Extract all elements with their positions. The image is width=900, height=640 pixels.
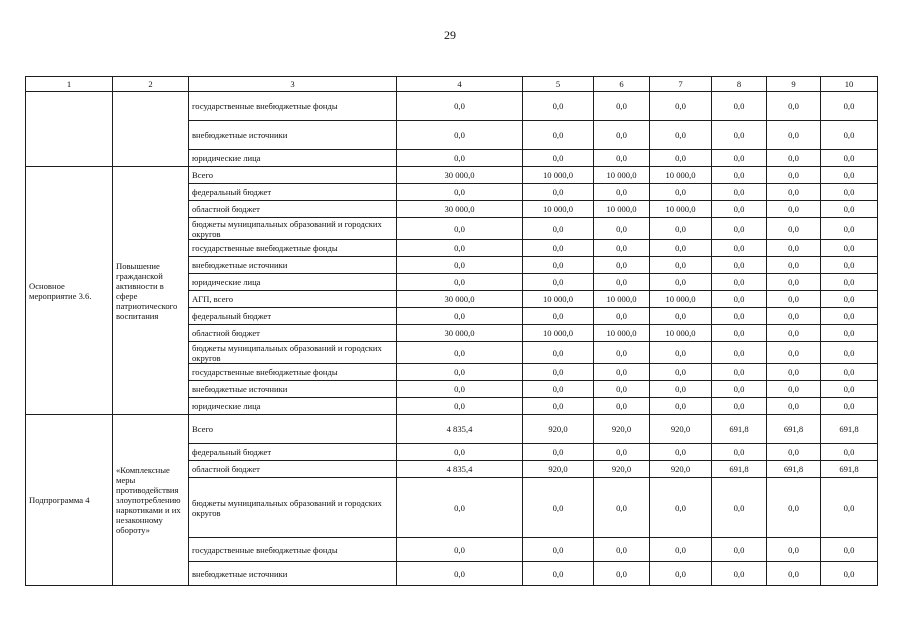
amount-cell: 920,0 [650,415,712,444]
amount-cell: 0,0 [397,444,523,461]
funding-source: государственные внебюджетные фонды [189,92,397,121]
funding-source: юридические лица [189,398,397,415]
amount-cell: 0,0 [397,150,523,167]
funding-source: Всего [189,167,397,184]
amount-cell: 0,0 [767,538,821,562]
amount-cell: 0,0 [650,308,712,325]
amount-cell: 0,0 [767,478,821,538]
amount-cell: 0,0 [821,342,878,364]
amount-cell: 10 000,0 [594,201,650,218]
amount-cell: 0,0 [523,184,594,201]
amount-cell: 0,0 [650,562,712,586]
funding-source: АГП, всего [189,291,397,308]
amount-cell: 0,0 [712,274,767,291]
amount-cell: 691,8 [821,415,878,444]
amount-cell: 0,0 [397,184,523,201]
amount-cell: 0,0 [712,364,767,381]
amount-cell: 0,0 [712,291,767,308]
amount-cell: 691,8 [712,461,767,478]
amount-cell: 0,0 [523,538,594,562]
amount-cell: 0,0 [650,257,712,274]
funding-source: бюджеты муниципальных образований и городских округов [189,342,397,364]
amount-cell: 0,0 [767,274,821,291]
table-body [26,92,878,586]
amount-cell: 0,0 [712,308,767,325]
funding-source: областной бюджет [189,461,397,478]
funding-source: юридические лица [189,274,397,291]
column-header: 2 [113,77,189,92]
amount-cell: 0,0 [712,218,767,240]
amount-cell: 0,0 [767,257,821,274]
amount-cell: 0,0 [767,167,821,184]
amount-cell: 10 000,0 [523,325,594,342]
amount-cell: 0,0 [594,398,650,415]
amount-cell: 0,0 [712,562,767,586]
amount-cell: 0,0 [650,478,712,538]
column-header: 8 [712,77,767,92]
amount-cell: 0,0 [650,444,712,461]
column-header: 3 [189,77,397,92]
amount-cell: 0,0 [821,92,878,121]
table-row [26,167,878,184]
amount-cell: 691,8 [821,461,878,478]
amount-cell: 920,0 [594,415,650,444]
amount-cell: 0,0 [650,92,712,121]
amount-cell: 0,0 [821,121,878,150]
funding-source: федеральный бюджет [189,444,397,461]
amount-cell: 0,0 [767,342,821,364]
amount-cell: 0,0 [650,342,712,364]
amount-cell: 0,0 [712,325,767,342]
subprogram-label: Подпрограмма 4 [26,415,113,586]
amount-cell: 0,0 [523,240,594,257]
amount-cell: 920,0 [650,461,712,478]
amount-cell: 0,0 [712,342,767,364]
amount-cell: 0,0 [712,240,767,257]
amount-cell: 10 000,0 [523,167,594,184]
funding-source: внебюджетные источники [189,257,397,274]
amount-cell: 0,0 [650,381,712,398]
column-header: 7 [650,77,712,92]
amount-cell: 0,0 [594,538,650,562]
amount-cell: 0,0 [594,274,650,291]
funding-source: федеральный бюджет [189,184,397,201]
amount-cell: 0,0 [523,364,594,381]
amount-cell: 0,0 [523,257,594,274]
amount-cell: 10 000,0 [650,167,712,184]
funding-source: внебюджетные источники [189,381,397,398]
amount-cell: 0,0 [523,478,594,538]
amount-cell: 0,0 [594,342,650,364]
amount-cell: 0,0 [397,308,523,325]
amount-cell: 0,0 [594,257,650,274]
amount-cell: 0,0 [594,381,650,398]
amount-cell: 0,0 [397,240,523,257]
amount-cell: 0,0 [767,218,821,240]
amount-cell: 10 000,0 [594,167,650,184]
amount-cell: 0,0 [821,240,878,257]
column-header: 10 [821,77,878,92]
funding-source: бюджеты муниципальных образований и городских округов [189,218,397,240]
amount-cell: 0,0 [712,381,767,398]
amount-cell: 0,0 [523,92,594,121]
amount-cell: 0,0 [594,562,650,586]
amount-cell: 0,0 [767,308,821,325]
amount-cell: 920,0 [523,461,594,478]
amount-cell: 0,0 [767,92,821,121]
amount-cell: 0,0 [594,150,650,167]
amount-cell: 691,8 [767,461,821,478]
amount-cell: 0,0 [594,184,650,201]
amount-cell: 0,0 [594,121,650,150]
amount-cell: 0,0 [821,308,878,325]
amount-cell: 10 000,0 [594,291,650,308]
funding-source: областной бюджет [189,325,397,342]
amount-cell: 0,0 [594,218,650,240]
amount-cell: 0,0 [594,240,650,257]
amount-cell: 0,0 [523,308,594,325]
funding-source: внебюджетные источники [189,562,397,586]
amount-cell: 0,0 [594,308,650,325]
amount-cell: 0,0 [397,381,523,398]
amount-cell: 0,0 [712,121,767,150]
amount-cell: 30 000,0 [397,291,523,308]
continued-description-cell [113,92,189,167]
amount-cell: 0,0 [523,342,594,364]
amount-cell: 10 000,0 [650,291,712,308]
amount-cell: 920,0 [594,461,650,478]
amount-cell: 0,0 [594,478,650,538]
amount-cell: 0,0 [523,562,594,586]
amount-cell: 0,0 [397,342,523,364]
table-row [26,415,878,444]
amount-cell: 10 000,0 [594,325,650,342]
funding-source: внебюджетные источники [189,121,397,150]
amount-cell: 0,0 [767,291,821,308]
column-header: 1 [26,77,113,92]
amount-cell: 0,0 [821,538,878,562]
amount-cell: 0,0 [650,364,712,381]
amount-cell: 0,0 [523,121,594,150]
amount-cell: 0,0 [397,92,523,121]
funding-source: Всего [189,415,397,444]
table-row [26,92,878,121]
amount-cell: 0,0 [821,444,878,461]
column-number-row [26,77,878,92]
amount-cell: 0,0 [650,240,712,257]
funding-source: государственные внебюджетные фонды [189,240,397,257]
amount-cell: 0,0 [397,274,523,291]
measure-description: Повышение гражданской активности в сфере патриотического воспитания [113,167,189,415]
amount-cell: 0,0 [397,121,523,150]
amount-cell: 0,0 [523,444,594,461]
page-number: 29 [444,28,456,42]
amount-cell: 0,0 [712,257,767,274]
amount-cell: 10 000,0 [650,325,712,342]
amount-cell: 0,0 [821,364,878,381]
amount-cell: 0,0 [712,184,767,201]
amount-cell: 0,0 [821,184,878,201]
amount-cell: 0,0 [397,218,523,240]
amount-cell: 0,0 [767,184,821,201]
funding-source: областной бюджет [189,201,397,218]
amount-cell: 0,0 [712,167,767,184]
amount-cell: 0,0 [767,121,821,150]
amount-cell: 0,0 [712,201,767,218]
column-header: 6 [594,77,650,92]
amount-cell: 4 835,4 [397,415,523,444]
amount-cell: 691,8 [712,415,767,444]
amount-cell: 0,0 [397,562,523,586]
funding-source: государственные внебюджетные фонды [189,538,397,562]
funding-source: юридические лица [189,150,397,167]
amount-cell: 0,0 [523,398,594,415]
amount-cell: 0,0 [594,364,650,381]
amount-cell: 0,0 [821,274,878,291]
funding-source: федеральный бюджет [189,308,397,325]
amount-cell: 0,0 [397,478,523,538]
amount-cell: 0,0 [767,444,821,461]
amount-cell: 0,0 [397,257,523,274]
amount-cell: 0,0 [767,562,821,586]
amount-cell: 10 000,0 [523,291,594,308]
amount-cell: 0,0 [712,478,767,538]
amount-cell: 0,0 [594,92,650,121]
amount-cell: 10 000,0 [650,201,712,218]
column-header: 5 [523,77,594,92]
amount-cell: 0,0 [767,240,821,257]
amount-cell: 0,0 [523,274,594,291]
amount-cell: 0,0 [767,364,821,381]
amount-cell: 0,0 [821,325,878,342]
amount-cell: 0,0 [712,398,767,415]
amount-cell: 0,0 [821,478,878,538]
amount-cell: 0,0 [397,398,523,415]
amount-cell: 30 000,0 [397,201,523,218]
amount-cell: 0,0 [650,184,712,201]
amount-cell: 0,0 [821,562,878,586]
amount-cell: 0,0 [523,381,594,398]
amount-cell: 0,0 [712,538,767,562]
amount-cell: 0,0 [821,167,878,184]
continued-label-cell [26,92,113,167]
budget-table [25,76,878,586]
amount-cell: 0,0 [650,218,712,240]
amount-cell: 0,0 [650,538,712,562]
amount-cell: 0,0 [397,364,523,381]
amount-cell: 0,0 [821,201,878,218]
amount-cell: 0,0 [821,398,878,415]
amount-cell: 0,0 [821,257,878,274]
amount-cell: 0,0 [523,218,594,240]
amount-cell: 0,0 [767,398,821,415]
amount-cell: 0,0 [767,201,821,218]
funding-source: государственные внебюджетные фонды [189,364,397,381]
amount-cell: 0,0 [712,444,767,461]
amount-cell: 30 000,0 [397,167,523,184]
amount-cell: 0,0 [650,121,712,150]
amount-cell: 0,0 [767,150,821,167]
funding-source: бюджеты муниципальных образований и городских округов [189,478,397,538]
amount-cell: 4 835,4 [397,461,523,478]
amount-cell: 30 000,0 [397,325,523,342]
amount-cell: 0,0 [767,381,821,398]
amount-cell: 920,0 [523,415,594,444]
amount-cell: 0,0 [712,150,767,167]
amount-cell: 10 000,0 [523,201,594,218]
column-header: 4 [397,77,523,92]
amount-cell: 0,0 [523,150,594,167]
amount-cell: 0,0 [712,92,767,121]
column-header: 9 [767,77,821,92]
amount-cell: 0,0 [821,381,878,398]
amount-cell: 0,0 [767,325,821,342]
amount-cell: 0,0 [650,150,712,167]
amount-cell: 0,0 [821,218,878,240]
amount-cell: 0,0 [650,398,712,415]
amount-cell: 0,0 [821,150,878,167]
amount-cell: 0,0 [594,444,650,461]
subprogram-description: «Комплексные меры противодействия злоупотреблению наркотиками и их незаконному обороту» [113,415,189,586]
amount-cell: 0,0 [397,538,523,562]
amount-cell: 0,0 [821,291,878,308]
amount-cell: 0,0 [650,274,712,291]
amount-cell: 691,8 [767,415,821,444]
measure-label: Основное мероприятие 3.6. [26,167,113,415]
